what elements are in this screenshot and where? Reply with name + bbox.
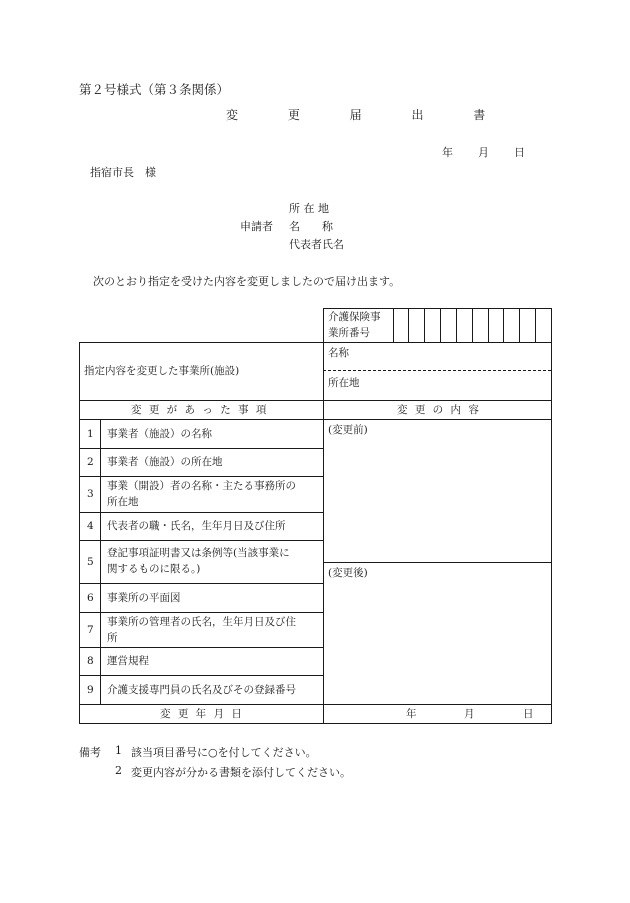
before-content-field[interactable] — [324, 438, 551, 561]
item-label: 介護支援専門員の氏名及びその登録番号 — [107, 684, 296, 696]
office-section-label: 指定内容を変更した事業所(施設) — [84, 365, 240, 377]
item-number: 3 — [87, 488, 94, 500]
item-label: 代表者の職・氏名，生年月日及び住所 — [107, 520, 286, 532]
after-label: (変更後) — [328, 567, 368, 579]
item-label: 事業者（施設）の所在地 — [107, 456, 223, 468]
office-number-input[interactable] — [394, 309, 551, 342]
remark-number: 1 — [115, 744, 122, 757]
item-label: 事業所の平面図 — [107, 592, 181, 604]
office-location-label: 所在地 — [328, 377, 360, 389]
item-label: 事業所の管理者の氏名，生年月日及び住 — [107, 616, 296, 628]
item-number: 7 — [87, 624, 94, 636]
item-label-line2: 所 — [107, 632, 118, 644]
applicant-label: 申請者 — [240, 220, 273, 233]
notice-text: 次のとおり指定を受けた内容を変更しましたので届け出ます。 — [93, 275, 401, 288]
office-name-label: 名称 — [328, 347, 349, 359]
representative-label: 代表者氏名 — [289, 238, 344, 251]
change-date-label: 変 更 年 月 日 — [160, 708, 244, 720]
content-header: 変 更 の 内 容 — [397, 404, 481, 416]
change-year-label: 年 — [406, 708, 417, 720]
item-number: 1 — [87, 428, 94, 440]
name-label: 名 称 — [289, 220, 333, 233]
remarks-label: 備考 — [79, 746, 101, 759]
form-number: 第２号様式（第３条関係） — [79, 82, 230, 97]
office-number-label: 介護保険事 業所番号 — [328, 311, 381, 339]
item-number: 4 — [87, 520, 94, 532]
office-location-field[interactable] — [372, 372, 550, 399]
addressee: 指宿市長 様 — [90, 166, 156, 179]
item-number: 9 — [87, 684, 94, 696]
date-year-label: 年 — [442, 146, 453, 159]
date-month-label: 月 — [478, 146, 489, 159]
change-day-label: 日 — [523, 708, 534, 720]
office-name-field[interactable] — [360, 343, 550, 369]
item-label: 運営規程 — [107, 655, 149, 667]
item-label: 登記事項証明書又は条例等(当該事業に — [107, 547, 290, 559]
document-title: 変 更 届 出 書 — [226, 108, 509, 122]
before-label: (変更前) — [328, 424, 368, 436]
item-number: 8 — [87, 655, 94, 667]
item-number: 6 — [87, 592, 94, 604]
after-content-field[interactable] — [324, 581, 551, 703]
item-label: 事業者（施設）の名称 — [107, 428, 212, 440]
address-label: 所 在 地 — [289, 202, 329, 215]
item-label-line2: 所在地 — [107, 496, 139, 508]
item-label: 事業（開設）者の名称・主たる事務所の — [107, 480, 296, 492]
items-header: 変 更 が あ っ た 事 項 — [131, 404, 269, 416]
date-day-label: 日 — [514, 146, 525, 159]
remark-text: 該当項目番号に○を付してください。 — [131, 746, 317, 759]
remark-number: 2 — [115, 764, 122, 777]
remark-text: 変更内容が分かる書類を添付してください。 — [131, 766, 351, 779]
item-label-line2: 関するものに限る。) — [107, 563, 201, 575]
change-month-label: 月 — [464, 708, 475, 720]
item-number: 2 — [87, 456, 94, 468]
item-number: 5 — [87, 556, 94, 568]
